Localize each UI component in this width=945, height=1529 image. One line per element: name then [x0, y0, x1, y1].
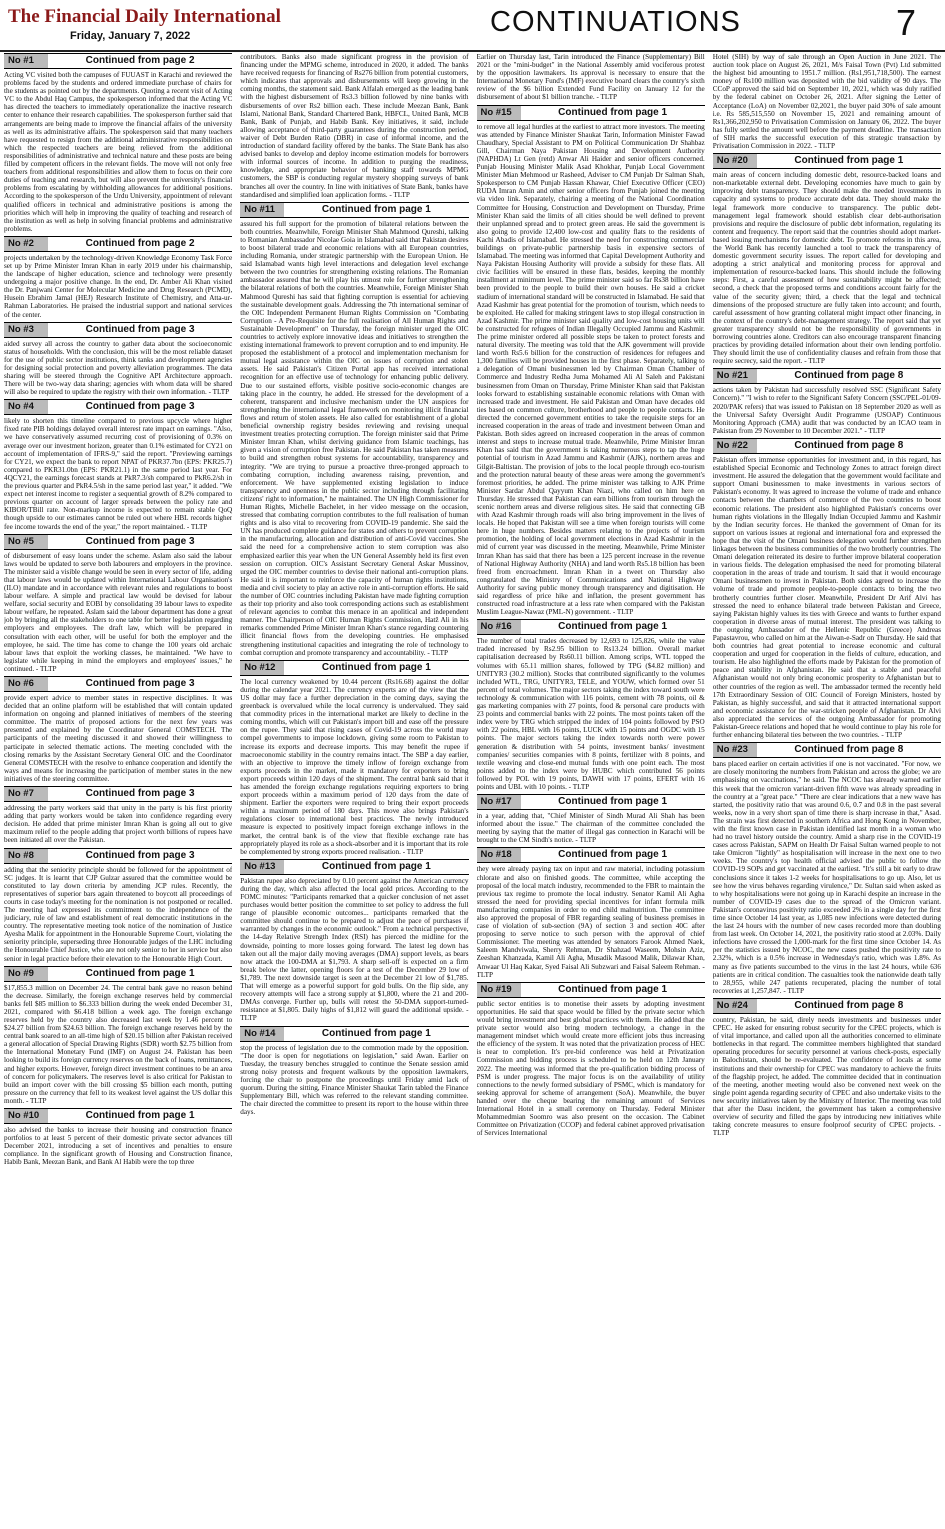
continuation-item — [477, 619, 705, 791]
item-number: No #13 — [240, 860, 284, 874]
item-title: Continued from page 3 — [85, 788, 195, 800]
item-body-text: main areas of concern including domestic debt, resource-backed loans and non-marketable external debt. Developing economies have much to gain by improving debt transparency. They should make the needed investments in capacity and systems to produce accurate debt data. They should make the legal framework more conducive to transparency. The public debt-management legal framework should establish clear debt-authorisation provisions and require the disclosure of public debt information, regulating its content and frequency. The report said that the countries should adopt market-based issuing mechanisms for domestic debt. To promote reforms in this area, the World Bank has recently launched a tool to track the transparency of domestic government security issues. The report called for developing and adopting a strict analytical and monitoring process for approval and implementation of resource-backed loans. This should include the following steps: First, a careful assessment of how sustainability might be affected; second, a check that the proposed terms and conditions account fairly for the value of the security given; third, a check that the legal and technical dimensions of the proposed structure are fully taken into account; and fourth, careful assessment of how granting collateral might impact other financing, in the context of the country's debt-management strategy. The report said that yet greater transparency should not be the responsibility of governments in borrowing countries alone. Creditors can also encourage transparent financing practices by providing detailed information about their own lending portfolio. They should limit the use of confidentiality clauses and refrain from those that require secrecy, said the report. - TLTP — [712, 171, 941, 366]
continuation-item — [477, 847, 705, 978]
item-header — [713, 368, 941, 384]
item-title: Continued from page 2 — [85, 237, 195, 249]
item-header — [4, 53, 232, 69]
item-header — [240, 859, 468, 875]
continuation-item — [240, 53, 468, 199]
item-body-text: The number of total trades decreased by 12,693 to 125,826, while the value traded increased by Rs2.95 billion to Rs13.24 billion. Overall market capitalisation decreased by Rs60.11 billion. Among scrips, WTL topped the volumes with 65.11 million shares, followed by TPG ($4.82 million) and UNITYR3 (30.2 million). Stocks that contributed significantly to the volumes included WTL, TRG, UNITYR3, TELE, and YOUW, which formed over 51 percent of total volumes. The major sectors taking the index toward south were technology & communication with 116 points, cement with 78 points, oil & gas marketing companies with 27 points, food & personal care products with 23 points and commercial banks with 22 points. The most points taken off the index were by TRG which stripped the index of 104 points followed by PSO with 22 points, HBL with 16 points, LUCK with 15 points and OGDC with 15 points. The major sectors taking the index towards north were power generation & distribution with 54 points, investment banks/ investment companies/ securities companies with 8 points, fertilizer with 8 points, and textile weaving and close-end mutual funds with one point each. The most points added to the index were by HUBC which contributed 56 points followed by POL with 19 points, DAWH with 17 points, EFERT with 16 points and UBL with 10 points. - TLTP — [476, 637, 705, 791]
continuation-item — [240, 660, 468, 856]
item-title: Continued from page 3 — [85, 323, 195, 335]
continuation-item — [240, 202, 468, 657]
continuation-item — [240, 1026, 468, 1117]
item-header — [240, 202, 468, 218]
item-number: No #9 — [4, 967, 48, 981]
continuation-item — [4, 399, 232, 530]
item-body-text: Pakistan offers immense opportunities for investment and, in this regard, has established Special Economic and Technology Zones to attract foreign direct investment. He assured the delegation that the government would facilitate and support Omani businessmen to make investments in various sectors of Pakistan's economy. It was agreed to increase the volume of trade and enhance contacts between the chambers of commerce of the two countries to boost economic relations. The president also highlighted Pakistan's concerns over human rights violations in the Illegally Indian Occupied Jammu and Kashmir by the Indian security forces. He thanked the government of Oman for its support on various issues at regional and international fora and expressed the hope that the visit of the Omani business delegation would further strengthen linkages between the business communities of the two brotherly countries. The Omani delegation reiterated its desire to further improve bilateral cooperation in various fields. The delegation emphasised the need for promoting bilateral cooperation in the areas of trade and tourism. It said that it would encourage Omani businessmen to invest in Pakistan. Both sides agreed to increase the volume of trade and promote people-to-people contacts to bring the two brotherly countries further closer. Meanwhile, President Dr Arif Alvi has stressed the need to enhance bilateral trade between Pakistan and Greece, saying Pakistan highly values its ties with Greece and wants to further expand cooperation in diverse areas of mutual interest. The president was talking to the outgoing Ambassador of the Hellenic Republic (Greece) Andreas Papastavrou, who called on him at the Aiwan-e-Sadr on Thursday. He said that both countries had great potential to increase economic and cultural cooperation and urged for cooperation in the fields of culture, education, and tourism. He also highlighted the efforts made by Pakistan for the promotion of peace and stability in Afghanistan. He said that a stable and peaceful Afghanistan would not only bring economic prosperity to Afghanistan but to other countries of the region as well. The ambassador termed the recently held 17th Extraordinary Session of OIC Council of Foreign Ministers, hosted by Pakistan, as highly successful, and said that it attracted international support and economic assistance for the war-stricken people of Afghanistan. Dr Alvi also appreciated the services of the outgoing Ambassador for promoting Pakistan-Greece relations and hoped that he would continue to play his role for further enhancing bilateral ties between the two countries. - TLTP — [712, 455, 941, 740]
continuation-item — [4, 786, 232, 844]
item-number: No #1 — [4, 54, 48, 68]
continuation-item — [713, 153, 941, 365]
item-number: No #7 — [4, 787, 48, 801]
item-title: Continued from page 1 — [85, 967, 195, 979]
item-header — [713, 438, 941, 454]
item-title: Continued from page 1 — [321, 860, 431, 872]
item-header — [713, 742, 941, 758]
section-title: CONTINUATIONS — [490, 6, 741, 38]
item-body-text: The local currency weakened by 10.44 percent (Rs16.68) against the dollar during the calendar year 2021. The currency experts are of the view that the US dollar may face a further depreciation in the coming days, saying the greenback is overvalued while the local currency is undervalued. They said that commodity prices in the international market are likely to decline in the coming months, which will cut Pakistan's import bill and ease off the pressure on the rupee. They said that rising cases of Covid-19 across the world may compel governments to impose lockdown, giving some room to Pakistan to increase its exports and decrease imports. This may benefit the rupee if macroeconomic stability in the country remains intact. The SBP a day earlier, with an objective to improve the timely inflow of foreign exchange from exports proceeds in the market, made it mandatory for exporters to bring export proceeds within 120 days of the shipment. The central bank said that it has amended the foreign exchange regulations requiring exporters to bring export proceeds within a maximum period of 120 days from the date of shipment. Earlier the exporters were required to bring their export proceeds within a maximum period of 180 days. This move also brings Pakistan's regulations closer to international best practices. The newly introduced measure is expected to positively impact foreign exchange inflows in the market, the central bank is of the view that flexible exchange rate has appropriately played its role as a shock-absorber and it is important that its role be complemented by strong exports proceed realisation. - TLTP — [240, 677, 469, 856]
item-body-text: projects undertaken by the technology-driven Knowledge Economy Task Force set up by Prime Minister Imran Khan in early 2019 under his chairmanship, the landscape of higher education, science and technology were presently undergoing a major positive change. In the end, Dr. Amber Ali Khan visited the Dr. Panjwani Center for Molecular Medicine and Drug Research (PCMD), Husein Ebrahim Jamal (HEJ) Research Institute of Chemistry, and Atta-ur-Rahman Laboratories. He praised the industrial support and national services of the center. — [4, 253, 233, 319]
item-body-text: stop the process of legislation due to the commotion made by the opposition. "The door is open for negotiations on legislation," said Awan. Earlier on Tuesday, the treasury benches struggled to continue the Senate session amid strong noisy protests and frequent walkouts by the opposition lawmakers, forcing the chair to postpone the proceedings until Friday amid lack of quorum. During the sitting, Finance Minister Shaukat Tarin tabled the Finance Supplementary Bill, which was referred to the relevant standing committee. The chair directed the committee to present its report to the house within three days. — [240, 1043, 469, 1117]
item-body-text: in a year, adding that, "Chief Minister of Sindh Murad Ali Shah has been informed about the issue." The chairman of the committee concluded the meeting by saying that the matter of illegal gas connection in Karachi will be brought to the CM Sindh's notice. - TLTP — [476, 812, 705, 845]
continuation-item — [4, 966, 232, 1105]
item-number: No #19 — [477, 983, 521, 997]
item-header — [477, 794, 705, 810]
masthead — [0, 0, 945, 52]
item-header — [477, 619, 705, 635]
continuation-item — [4, 236, 232, 319]
item-header — [4, 399, 232, 415]
item-header — [713, 998, 941, 1014]
item-title: Continued from page 1 — [558, 983, 668, 995]
continuation-item — [713, 438, 941, 739]
item-title: Continued from page 1 — [321, 661, 431, 673]
item-body-text: adding that the seniority principle should be followed for the appointment of SC judges. It is learnt that CJP Gulzar assured that the committee would be constituted to lay down criteria by amending JCP rules. Recently, the representatives of superior bars again threatened to boycott all proceedings of courts in case today's meeting for the nomination is not postponed or recalled. The meeting had expressed its commitment to the independence of the judiciary, rule of law and establishment of real democratic institutions in the country. The representative meeting took notice of the nomination of Justice Ayesha Malik for appointment in the Honourable Supreme Court, violating the seniority principle, superseding three Honourable judges of the LHC including the Honourable Chief Justice, who are not only senior to her in service but also senior in legal practice before their elevation to the Honourable High Court. — [4, 865, 233, 963]
continuation-item — [4, 676, 232, 783]
item-body-text: public sector entities is to monetise their assets by adopting investment opportunities. He said that space would be filled by the private sector which would bring investment and best global practices with them. He added that the private sector would also bring modern technology, a change in the management mindset which would create more efficient jobs thus increasing the efficiency of the system. It was noted that the privatization process of HEC is near to completion. It's pre-bid conference was held at Privatization Commission and bidding process is scheduled to be held on 12th January 2022. The meeting was informed that the pre-qualification bidding process of PSM is under progress. The major focus is on the availability of utility connections to the newly formed subsidiary of PSMC, which is mandatory for seeking approval for scheme of arrangement (SoA). Meanwhile, the buyer handed over the cheque bearing the remaining amount of Services International Hotel in a small ceremony on Thursday. Federal Minister Mohammedmian Soomro was also present on the occasion. The Cabinet Committee on Privatization (CCOP) and federal cabinet approved privatisation of Services International — [476, 999, 705, 1138]
item-body-text: Acting VC visited both the campuses of FUUAST in Karachi and reviewed the problems faced by the students and ordered immediate purchase of chairs for the students as pointed out by the departments. Quoting a recent visit of Acting VC to the Abdul Haq Campus, the spokesperson informed that the Acting VC has directed the teachers to immediately operationalize the inactive research center to enhance their research capabilities. The spokesperson further said that arrangements are being made to improve the financial affairs of the university as well as its administrative affairs. The spokesperson said that many teachers have requested to resign from the additional administrative responsibilities on which the respected teachers are being relieved from the additional responsibilities of administrative and technical nature and these posts are being filled by competent officers in the relevant fields. The move will not only free teachers from additional responsibilities and allow them to focus on their core duties of teaching and research, but will also prevent the university's financial problems from escalating by withholding allowances for additional positions. According to the spokesperson of the Urdu University, appointment of relevant qualified officers in technical and administrative positions is among the priorities which will help in improving the quality of teaching and research of the institution as well as help in solving financial problems and administrative problems. — [4, 71, 233, 233]
item-body-text: assured his full support for the promotion of bilateral relations between the both countries. Meanwhile, Foreign Minister Shah Mahmood Qureshi, talking to Romanian Ambassador Nicolae Goia in Islamabad said that Pakistan desires to boost bilateral trade and economic relations with all European countries, including Romania, under strategic partnership with the European Union. He said Islamabad wants high level interactions and delegation level exchange between the two countries for strengthening existing relations. The Romanian ambassador assured that he will play his utmost role for further strengthening the bilateral relations of both the countries. Meanwhile, Foreign Minister Shah Mahmood Qureshi has said that fighting corruption is essential for achieving the sustainable development goals. Addressing the 7th international seminar of the OIC Independent Permanent Human Rights Commission on "Combating Corruption - A Pre-Requisite for the full realisation of All Human Rights and Sustainable Development" on Thursday, the foreign minister urged the OIC countries to actively explore innovative ideas and initiatives to strengthen the existing international framework to prevent corruption and to end impunity. He proposed the establishment of a protocol and implementation mechanism for mutual legal assistance within the OIC on issues of corruption and stolen assets. He said Pakistan's Citizen Portal app has received international recognition for an effective use of technology for enhancing public delivery. Due to our sustained efforts, visible positive socio-economic changes are taking place in the country, he added. He stressed for the development of a coherent, transparent and inclusive mechanism under the UN auspices for strengthening the international legal framework on monitoring illicit financial flows and return of stolen assets. He also called for establishment of a global beneficial ownership registry besides reviewing and revising unequal investment treaties protecting corruption. The foreign minister said that Prime Minister Imran Khan, whilst deriving guidance from Islamic teachings, has given a vision of corruption free Pakistan. He said Pakistan has taken measures to build and strengthen robust systems for accountability, transparency and integrity. "We are trying to pursue a proactive three-pronged approach to combating corruption, including awareness raising, prevention, and enforcement. We have supplemented existing legislation to induce transparency and openness in the public sector including through facilitating citizens' right to information," he maintained. The UN High Commissioner for Human Rights, Michelle Bachelet, in her video message on the occasion, stressed that combating corruption contributes to the full realisation of human rights and is also vital to recovering from COVID-19 pandemic. She said the UN has produced complete guidance for states and others to prevent corruption in the manufacturing, allocation and distribution of anti-Covid vaccines. She said the need for a comprehensive action to stem corruption was also emphasized earlier this year when the UN General Assembly held its first even session on corruption. OIC's Assistant Secretary General Askar Mussinov, urged the OIC member countries to devise their national anti-corruption plans. He said it is important to reinforce the capacity of human rights institutions, media and civil society to play an active role in anti-corruption efforts. He said the number of OIC countries including Pakistan have made fighting corruption as their top priority and also took corresponding actions such as establishment of relevant agencies to combat this menace in an apolitical and independent manner. The Chairperson of OIC Human Rights Commission, Hatž Ali in his remarks commended Prime Minister Imran Khan's stance regarding countering illicit financial flows from the developing countries. He emphasised strengthening institutional capacities and integrating the role of technology to combat corruption and promote transparency and accountability. - TLTP — [240, 219, 469, 657]
item-number: No #14 — [240, 1027, 284, 1041]
item-title: Continued from page 1 — [558, 849, 668, 861]
item-header — [4, 1108, 232, 1124]
item-body-text: Earlier on Thursday last, Tarin introduced the Finance (Supplementary) Bill 2021 or the "mini-budget" in the National Assembly amid vociferous protest by the opposition lawmakers. Its approval is necessary to ensure that the International Monetary Fund's (IMF) executive board clears the country's sixth review of the $6 billion Extended Fund Facility on January 12 for the disbursement of about $1 billion tranche. - TLTP — [476, 53, 705, 102]
item-number: No #24 — [713, 999, 757, 1013]
item-body-text: provide expert advice to member states in respective disciplines. It was decided that an online platform will be established that will contain updated information on ongoing and planned initiatives of members of the steering committee. The matrix of proposed actions for the next few years was presented and explained by the Coordinator General COMSTECH. The participants of the meeting discussed it and showed their willingness to participate in selected thematic actions. The meeting concluded with the closing remarks by the Assistant Secretary General OIC and the Coordinator General COMSTECH with the resolve to enhance cooperation and identify the ways and means for increasing the participation of member states in the new initiatives of the steering committee. — [4, 694, 233, 783]
item-header — [4, 534, 232, 550]
item-header — [4, 676, 232, 692]
item-header — [240, 660, 468, 676]
item-title: Continued from page 2 — [85, 55, 195, 66]
item-title: Continued from page 1 — [558, 621, 668, 633]
column-2 — [240, 53, 468, 1525]
column-1 — [4, 53, 232, 1525]
item-title: Continued from page 8 — [794, 744, 904, 756]
issue-date: Friday, January 7, 2022 — [70, 30, 191, 42]
item-body-text: addressing the party workers said that unity in the party is his first priority adding that party workers would be taken into confidence regarding every decision. He added that prime minister Imran Khan is going all out to give maximum relief to the people adding that project worth billions of rupees have been initiated all over the Pakistan. — [4, 804, 233, 845]
item-title: Continued from page 1 — [558, 106, 668, 118]
item-title: Continued from page 1 — [558, 796, 668, 808]
item-number: No #5 — [4, 535, 48, 549]
continuation-item — [4, 848, 232, 963]
article-columns — [4, 53, 941, 1525]
item-number: No #6 — [4, 677, 48, 691]
item-body-text: Hotel (SIH) by way of sale through an Open Auction in June 2021. The auction took place on August 26, 2021, M/s Faisal Town (Pvt) Ltd submitted the highest bid amounting to 1951.7 million. (Rs1,951,718,500). The earnest money of Rs100 million was deposited with the bid validity of 90 days. The CCoP approved the said bid on September 10, 2021, which was duly ratified by the federal cabinet on October 26, 2021. After signing the Letter of Acceptance (LoA) on November 02,2021, the buyer paid 30% of sale amount i.e. Rs 585,515,550 on November 15, 2021 and remaining amount of Rs1,366,202,950 to Privatisation Commission on January 06, 2022. The buyer has fully settled the amount well before the payment deadline. The transaction of SIH marks the successful execution of this strategic transaction by Privatisation Commission in 2022. - TLTP — [712, 53, 941, 151]
item-title: Continued from page 3 — [85, 678, 195, 689]
item-header — [4, 322, 232, 338]
item-body-text: likely to shorten this timeline compared to previous upcycle where higher fixed rate PIB holdings delayed overall interest rate impact on earnings. "Also, we have conservatively assumed recurring cost of provisioning of 0.3% on average over our investment horizon, greater than 0.1% estimated for CY21 on account of implementation of IFRS-9," said the report. "Previewing earnings for CY21, we expect the bank to report NPAT of PKR37.7bn (EPS: PKR25.7) compared to PKR31.0bn (EPS: PKR21.1) in the same period last year. For 4QCY21, the earnings forecast stands at PkR7.3/sh compared to PkR6.2/sh in the previous quarter and PkR4.5/sh in the same period last year," it added. "We expect net interest income to register a sequential growth of 8.2% compared to previous quarter on account of larger spreads between the policy rate and KIBOR/TBill rate. Non-markup income is expected to remain stable QoQ though upside to our estimates cannot be ruled out where HBL records higher fee income towards the end of the year," the report maintained. - TLTP — [4, 417, 233, 531]
continuation-item — [240, 859, 468, 1023]
item-header — [713, 153, 941, 169]
continuation-item — [477, 982, 705, 1138]
item-title: Continued from page 8 — [794, 999, 904, 1011]
item-body-text: also advised the banks to increase their housing and construction finance portfolios to at least 5 percent of their domestic private sector advances till December 2021, introducing a set of incentives and penalties to ensure compliance. In the significant growth of Housing and Construction finance, Habib Bank, Meezan Bank, and Bank Al Habib were the top three — [4, 1126, 233, 1167]
item-number: No #17 — [477, 795, 521, 809]
item-number: No #3 — [4, 323, 48, 337]
item-number: No #15 — [477, 106, 521, 120]
item-title: Continued from page 1 — [321, 203, 431, 215]
item-header — [4, 786, 232, 802]
item-header — [477, 982, 705, 998]
newspaper-name: The Financial Daily International — [8, 6, 281, 27]
continuation-item — [713, 368, 941, 435]
continuation-item — [4, 53, 232, 233]
item-header — [4, 236, 232, 252]
item-body-text: $17,855.3 million on December 24. The central bank gave no reason behind the decrease. Similarly, the foreign exchange reserves held by commercial banks fell $85 million to $6.333 billion during the week ended December 31, 2021, compared with $6.418 billion a week ago. The foreign exchange reserves held by the country also decreased last week by 1.46 percent to $24.27 billion from $24.63 billion. The foreign exchange reserves held by the central bank soared to an all-time high of $20.15 billion after Pakistan received a general allocation of Special Drawing Rights (SDR) worth $2.75 billion from the International Monetary Fund (IMF) on August 24. Pakistan has been looking to build its foreign currency reserves on the back of loans, remittances, and higher exports. However, foreign direct investment continues to be an area of concern for policymakers. The reserves level is also critical for Pakistan to build an import cover with the bill crossing $5 billion each month, putting pressure on the currency that fell to its weakest level against the US dollar this month. - TLTP — [4, 983, 233, 1105]
item-title: Continued from page 1 — [85, 1110, 195, 1122]
item-body-text: to remove all legal hurdles at the earliest to attract more investors. The meeting was attended by Finance Minister Shaukat Tarin, Information Minister Fawad Chaudhary, Special Assistant to PM on Political Communication Dr Shahbaz Gill, Chairman Naya Pakistan Housing and Development Authority (NAPHDA) Lt Gen (retd) Anwar Ali Haider and senior officers concerned. Punjab Housing Minister Malik Asad Khokhar, Punjab Local Government Minister Mian Mehmood ur Rasheed, Adviser to CM Punjab Dr Salman Shah, Spokesperson to CM Punjab Hassan Khawar, Chief Executive Officer (CEO) RUDA Imran Amin and other senior officers from Punjab joined the meeting via video link. Separately, chairing a meeting of the National Coordination Committee for Housing, Construction and Development on Thursday, Prime Minister Khan said the limits of all cities should be well defined to prevent their unplanned spread and to protect green areas. He said the government is also going to provide 12,400 low-cost and quality flats to the residents of Kachi Abadis of Islamabad. He stressed the need for constructing commercial buildings on private-public partnership basis in expensive sectors of Islamabad. The meeting was informed that Capital Development Authority and Naya Pakistan Housing Authority will provide a subsidy for these flats. All civic facilities will be ensured in these flats, besides, keeping the monthly installment at minimum level. The prime minister said so far Rs38 billion have been provided to the people to build their own houses. He said a cricket stadium of international standard will be constructed in Islamabad. He said that Azad Kashmir has great potential for the promotion of tourism, which needs to be exploited. He called for making stringent laws to stop illegal construction in Azad Kashmir. The prime minister said quality and low-cost housing units will be constructed for refugees of Indian Illegally Occupied Jammu and Kashmir. The prime minister ordered all possible steps be taken to protect forests and natural diversity. The meeting was told that the AJK government will provide land worth Rs5.6 billion for the construction of residences for refugees and 1,300 families will be provided houses in the first phase. Separately, talking to a delegation of Omani businessmen led by Chairman Oman Chamber of Commerce and Industry Redha Juma Mohamed Ali Al Saleh and Pakistani businessmen from Oman on Thursday, Prime Minister Khan said that Pakistan looks forward to establishing sustainable economic relations with Oman with increased trade and investment. He said Pakistan and Oman have decades old ties based on common culture, brotherhood and people to people contacts. He directed the concerned government entities to take the requisite steps for an increased cooperation in the areas of trade and investment between Oman and Pakistan. Both sides agreed on increased cooperation in the areas of common interest and steps to increase mutual trade. Meanwhile, Prime Minister Imran Khan has said that the government is taking numerous steps to tap the huge potential of tourism in Azad Jammu and Kashmir (AJK), northern areas and Gilgit-Baltistan. The provision of jobs to the local people through eco-tourism and the protection natural beauty of these areas were among the government's foremost priorities, he added. The prime minister was talking to AJK Prime Minister Sardar Abdul Qayyum Khan Niazi, who called on him here on Thursday. He stressed that Pakistan can earn billions from tourism through the scenic northern areas and diverse religious sites. He said that connecting GB with Azad Kashmir through roads will also bring improvement in the lives of locals. He hoped that Pakistan will see a time when foreign tourists will come here in huge numbers. Besides matters relating to the projects of tourism promotion, the holding of local government elections in Azad Kashmir in the mid of current year was discussed in the meeting. Meanwhile, Prime Minister Imran Khan has said that there has been a 125 percent increase in the revenue of National Highway Authority (NHA) and land worth Rs5.18 billion has been freed from encroachment. Imran Khan in a tweet on Thursday also congratulated the Ministry of Communications and National Highway Authority for saving public money through transparency and digitisation. He said regardless of price hike and inflation, the present government has constructed road infrastructure at a less rate when compared with the Pakistan Muslim League-Nawaz (PML-N) government. - TLTP — [476, 122, 705, 617]
item-title: Continued from page 8 — [794, 370, 904, 382]
item-title: Continued from page 8 — [794, 439, 904, 451]
continuation-item — [477, 794, 705, 844]
item-title: Continued from page 3 — [85, 535, 195, 547]
item-body-text: Pakistan rupee also depreciated by 0.10 percent against the American currency during the day, which also affected the local gold prices. According to the FOMC minutes: "Participants remarked that a quicker conclusion of net asset purchases would better position the committee to set policy to address the full range of plausible economic outcomes... participants remarked that the committee should continue to be prepared to adjust the pace of purchases if warranted by changes in the economic outlook." From a technical perspective, the 14-day Relative Strength Index (RSI) has pierced the midline for the downside, pointing to more losses going forward. The latest leg down has taken out all the major daily moving averages (DMA) support levels, as bears now attack the 100-DMA at $1,793. A sharp sell-off is expected on a firm break below the latter, opening floors for a test of the December 29 low of $1,789. The next downside target is seen at the December 21 low of $1,785. That will emerge as a powerful support for gold bulls. On the flip side, any recovery attempts will face a strong supply at $1,800, where the 21 and 200-DMAs converge. Further up, bulls will retest the 50-DMA support-turned-resistance at $1,805. Daily highs of $1,812 will guard the additional upside. - TLTP — [240, 876, 469, 1023]
item-number: No #8 — [4, 849, 48, 863]
item-body-text: country, Pakistan, he said, direly needs investments and businesses under CPEC. He asked for ensuring robust security for the CPEC projects, which is of vital importance, and called upon all the authorities concerned to eliminate bottlenecks in that regard. The committee members highlighted that standard operating procedures for security personnel at various check-posts, especially in Balochistan, should be re-evaluated. The confidence of locals at some institutions and their ownership for CPEC was mandatory to achieve the fruits of the flagship project, he added. The committee decided that in continuation of the meeting, another meeting would also be convened next week on the single point agenda regarding security of CPEC and also undertake visits to the new security initiatives taken by the Ministry of Interior. The meeting was told that after the Dasu incident, the government has taken a comprehensive overview of security and filled the gaps by introducing new initiatives while taking concrete measures to ensure foolproof security of CPEC projects. - TLTP — [712, 1015, 941, 1138]
item-number: No #11 — [240, 203, 284, 217]
continuation-item — [713, 53, 941, 150]
item-body-text: of disbursement of easy loans under the scheme. Aslam also said the labour laws would be updated to serve both labourers and employers in the province. The minister said a visible change would be seen in every sector of life, adding that labour laws would be updated within International Labour Organisation's (ILO) mandate and in accordance with relevant rules and regulations to boost labour welfare. A simple and practical law would be devised for labour welfare, social security and EOBI by consolidating 39 labour laws to expedite labour welfare, he repeated. Aslam said the labour department has done a great job by bringing all the stakeholders to one table for better legislation regarding employers and employees. The draft law, which will be prepared in consultation with each other, will be useful for both the employer and the employee, he said. The time has come to change the 100 years old archaic labour laws that exploit the working classes, he maintained. "We have to legislate while keeping in mind the employers and employees' issues," he continued. - TLTP — [4, 551, 233, 673]
continuation-item — [4, 322, 232, 397]
item-number: No #20 — [713, 154, 757, 168]
item-number: No #2 — [4, 237, 48, 251]
continuation-item — [477, 53, 705, 102]
continuation-item — [477, 105, 705, 617]
item-title: Continued from page 1 — [321, 1027, 431, 1039]
item-body-text: they were already paying tax on input and raw material, including potassium chlorate and also on finished goods. The committee, while accepting the proposal of the local match industry, recommended to the FBR to maintain the previous tax regime to promote the local industry. Senator Kamil Ali Agha stressed the need for providing special incentives for infant formula milk manufacturing companies in order to end child malnutrition. The committee also approved the proposal of FBR regarding sealing of business premises in case of violation of sub-section (9A) of section 3 and section 40C after proposing to serve notice to such person with the approval of chief Commissioner. The meeting was attended by senators Farook Ahmed Naek, Saleem Mandviwala, Sherry Rehman, Dr Shahzad Waseem, Mohsin Aziz, Zeeshan Khanzada, Kamil Ali Agha, Musadik Masood Malik, Dilawar Khan, Anwaar Ul Haq Kakar, Syed Faisal Ali Subzwari and Faisal Saleem Rehman. - TLTP — [476, 865, 705, 979]
continuation-item — [713, 742, 941, 995]
item-number: No #16 — [477, 620, 521, 634]
item-body-text: contributors. Banks also made significant progress in the provision of financing under the MPMG scheme, introduced in 2020, it added. The banks have received requests for financing of Rs276 billion from potential customers, which indicates that approvals and disbursements will keep growing in the coming months, the statement said. Bank Alfalah emerged as the leading bank with the highest disbursement of Rs3.3 billion followed by nine banks with disbursements of over Rs2 billion each. These include Meezan Bank, Bank Islami, National Bank, Standard Chartered Bank, HBFCL, United Bank, MCB Bank, Bank of Punjab, and Habib Bank. Key initiatives, it said, include allowing acceptance of third-party guarantees during the construction period, waiver of Debt Burden Ratio (DBR) in case of informal income, and the introduction of standard facility offered by the banks. The State Bank has also advised banks to develop and deploy income estimation models for borrowers with informal sources of income. In addition to purging the readiness, knowledge, and appropriate behavior of banking staff towards MPMG customers, the SBP is conducting regular mystery shopping surveys of bank branches all over the country. In line with initiatives of State Bank, banks have standardised and simplified loan application forms. - TLTP — [240, 53, 469, 199]
page-number: 7 — [896, 2, 917, 43]
item-number: No #22 — [713, 439, 757, 453]
item-header — [240, 1026, 468, 1042]
item-number: No #12 — [240, 661, 284, 675]
item-title: Continued from page 3 — [85, 401, 195, 413]
item-number: No #23 — [713, 743, 757, 757]
item-header — [4, 966, 232, 982]
continuation-item — [4, 534, 232, 673]
item-header — [477, 105, 705, 121]
item-title: Continued from page 1 — [794, 155, 904, 167]
item-number: No #10 — [4, 1109, 48, 1123]
item-body-text: bans placed earlier on certain activities if one is not vaccinated. "For now, we are closely monitoring the numbers from Pakistan and across the globe; we are emphasising on vaccinations," he said. The NCOC has already warned earlier this week that the omicron variant-driven fifth wave was already spreading in the country at a "great pace." "There are clear indications that a new wave has started, the positivity ratio that was around 0.6, 0.7 and 0.8 in the past several weeks, now in a very short span of time there is sharp increase in that," Asad. The strain was first detected in southern Africa and Hong Kong in November, with the first known case in Pakistan identified last month in a woman who had no travel history outside the country. Amid a sharp rise in the COVID-19 cases across Pakistan, SAPM on Health Dr Faisal Sultan warned people to not take Omicron "lightly" as hospitalisation will increase in the next one to two weeks. The country's top health official advised the public to follow the COVID-19 SOPs and get vaccinated at the earliest. "It's still a bit early to draw conclusions since it takes 1-2 weeks for hospitalisations to go up. Also, let us see how the virus behaves regarding virulence," Dr. Sultan said when asked as to why hospitalisations were not going up in Karachi despite an increase in the number of COVID-19 cases due to the spread of the Omicron variant. Pakistan's coronavirus positivity ratio exceeded 2% in a single day for the first time since October 14 last year, as 1,085 new infections were detected during the last 24 hours with the number of new cases recorded more than doubling from last week. On October 14, 2021, the positivity ratio stood at 2.03%. Daily infections have crossed the 1,000-mark for the first time since October 14. As per the statistics issued by NCOC, the new cases pushed the positivity rate to 2.32%, which is a 0.5% increase in Wednesday's ratio, which was 1.8%. As many as five patients succumbed to the virus in the last 24 hours, while 636 patients are in critical condition. The casualties took the nationwide death tally to 28,955, while 247 patients recuperated, placing the number of total recoveries at 1,257,847. - TLTP — [712, 760, 941, 995]
continuation-item — [4, 1108, 232, 1166]
column-3 — [477, 53, 705, 1525]
item-title: Continued from page 3 — [85, 849, 195, 861]
item-header — [477, 847, 705, 863]
column-4 — [713, 53, 941, 1525]
item-header — [4, 848, 232, 864]
item-body-text: actions taken by Pakistan had successfully resolved SSC (Significant Safety Concern)." "I wish to refer to the Significant Safety Concern (SSC/PEL-01/09-2020/PAK refers) that was issued to Pakistan on 18 September 2020 as well as the Universal Safety Oversight Audit Programme (USOAP) Continuous Monitoring Approach (CMA) audit that was conducted by an ICAO team in Pakistan from 29 November to 10 December 2021." - TLTP — [712, 386, 941, 435]
item-number: No #4 — [4, 400, 48, 414]
item-number: No #18 — [477, 848, 521, 862]
item-body-text: aided survey all across the country to gather data about the socioeconomic status of households. With the conclusion, this will be the most reliable dataset for the use of public sector institutions, think tanks and development agencies for designing social protection and poverty alleviation programmes. The data sharing will be steered through the Cognitive API Architecture approach. There will be two-way data sharing; agencies with whom data will be shared will also be required to update the registry with their own information. - TLTP — [4, 339, 233, 397]
item-number: No #21 — [713, 369, 757, 383]
continuation-item — [713, 998, 941, 1137]
